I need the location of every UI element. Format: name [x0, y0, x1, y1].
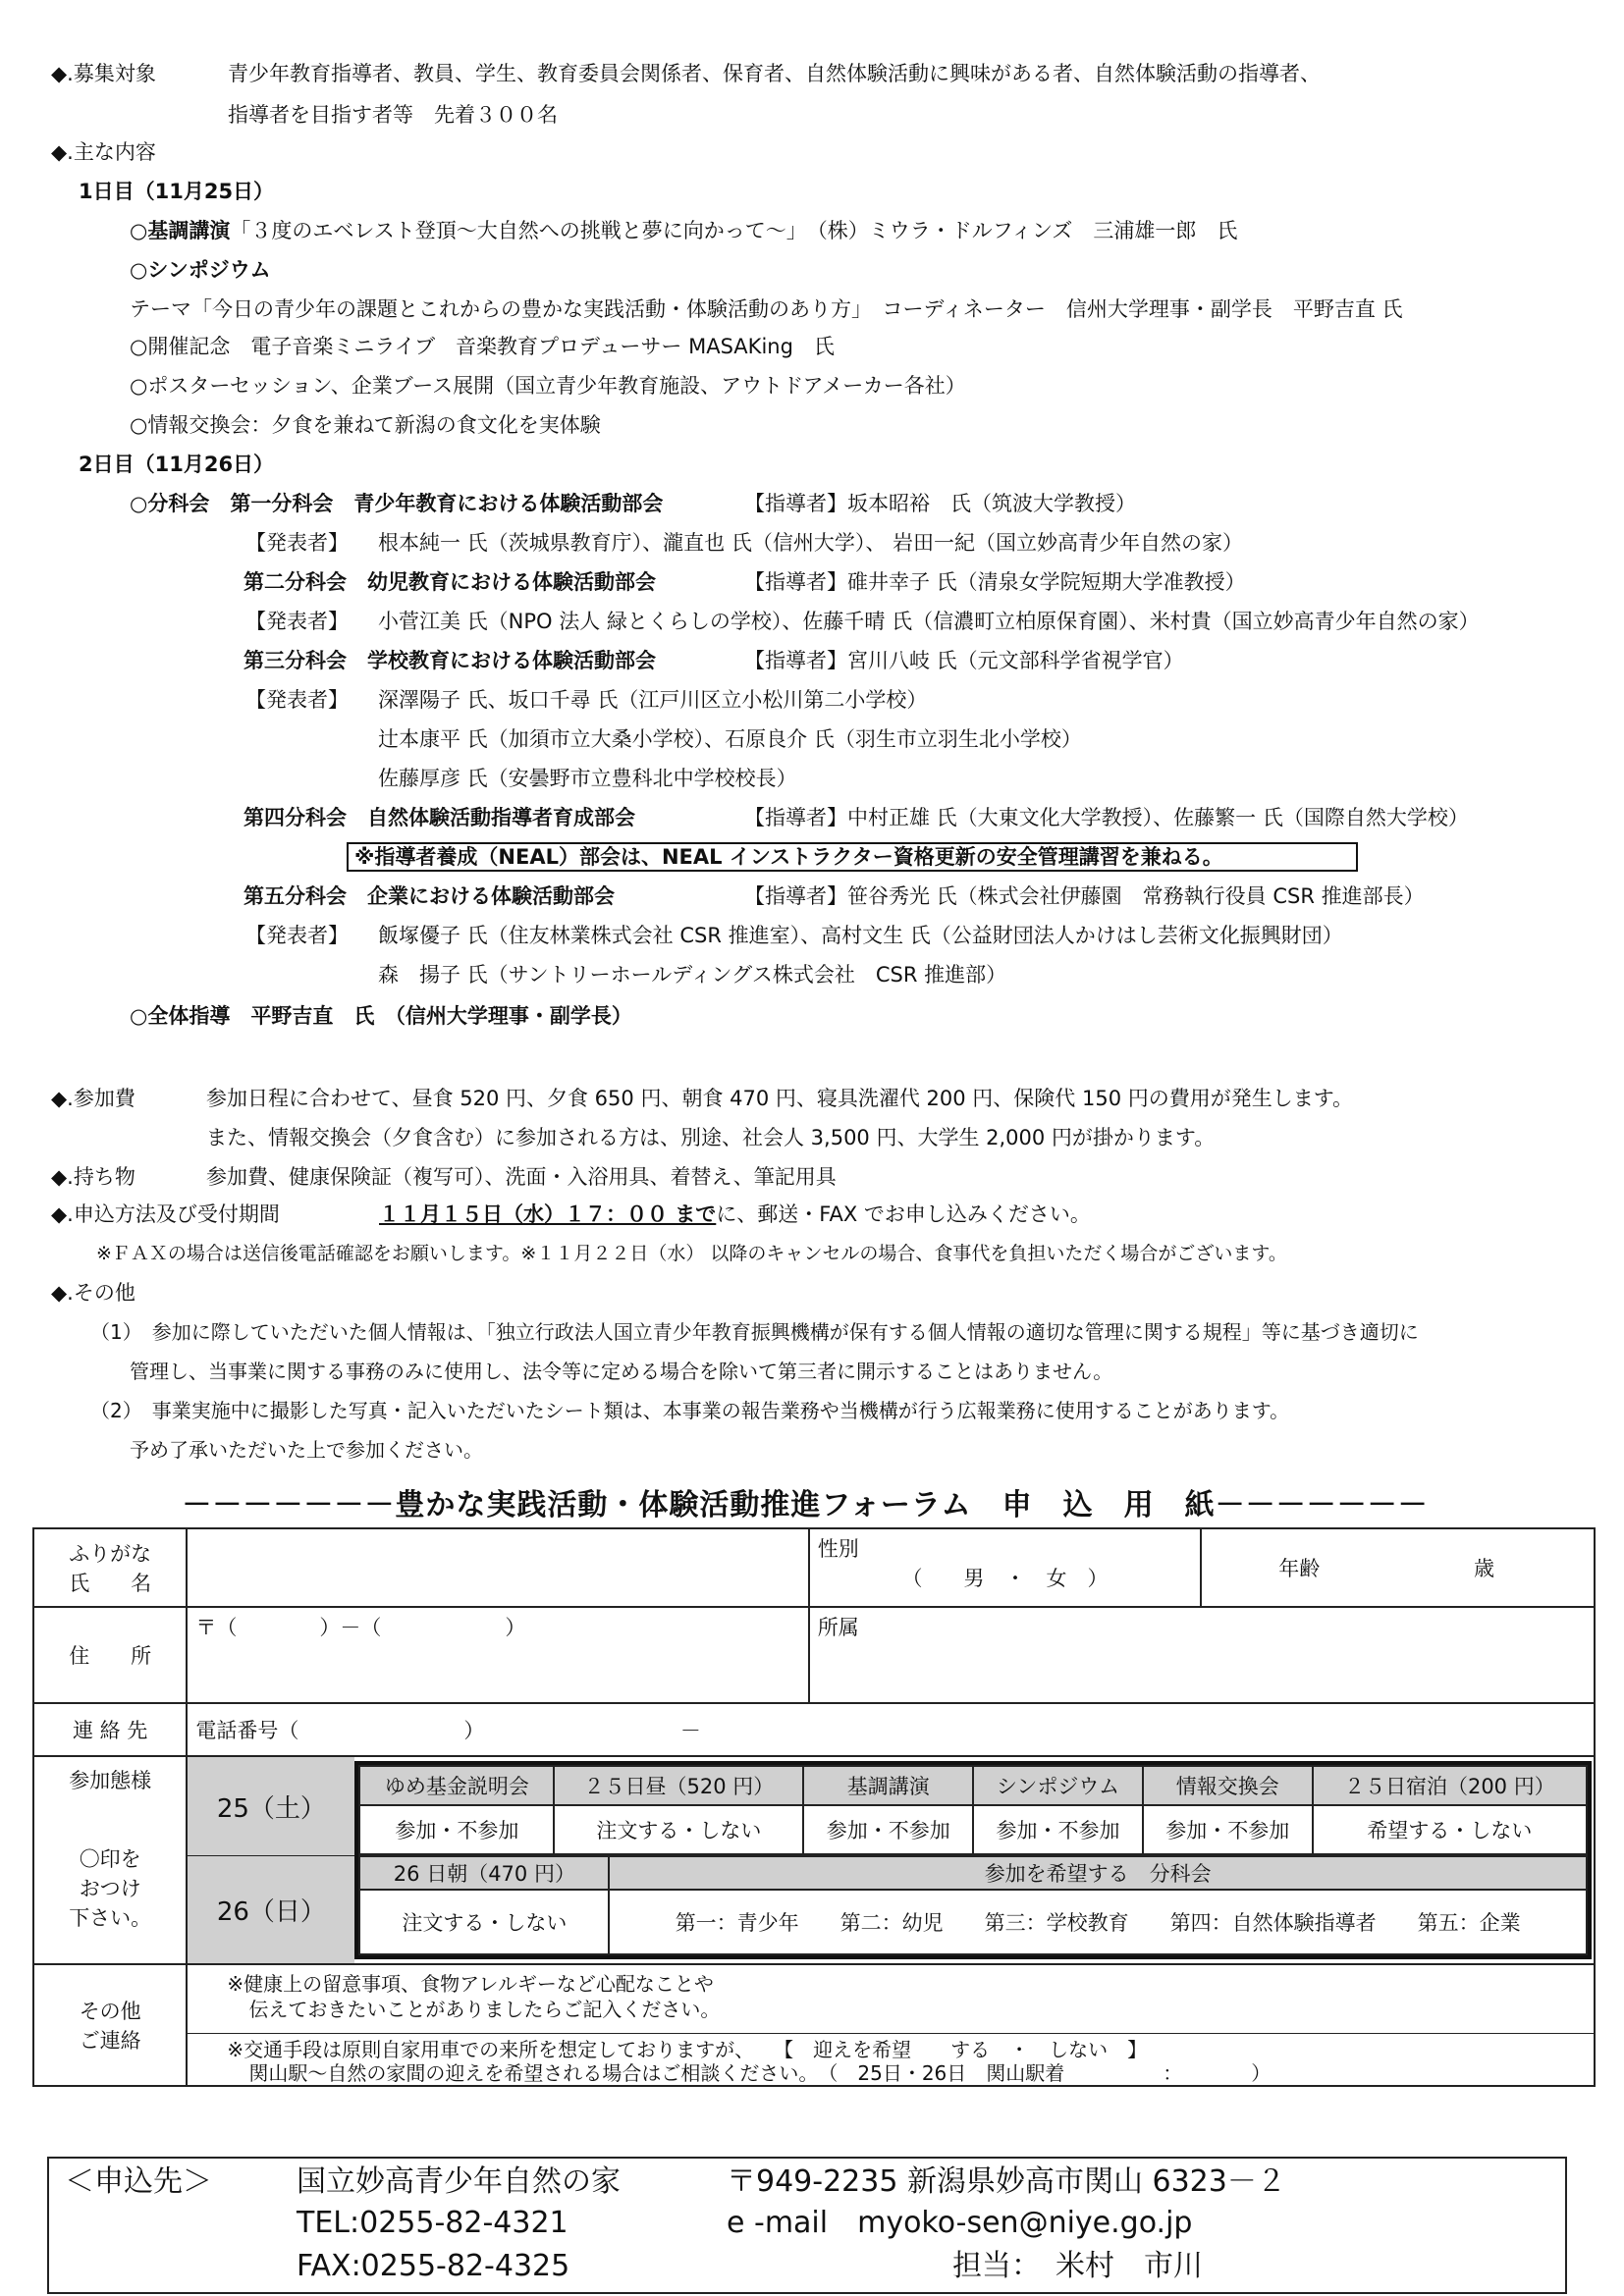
contact-label: 連 絡 先	[33, 1703, 187, 1756]
d25-header-yume: ゆめ基金説明会	[359, 1766, 554, 1805]
contact-org: 国立妙高青少年自然の家	[297, 2164, 621, 2199]
name-field[interactable]	[187, 1528, 808, 1607]
d26-header-session: 参加を希望する 分科会	[609, 1856, 1587, 1890]
age-label: 年齢	[1278, 1557, 1321, 1580]
symposium-heading: ○シンポジウム	[130, 258, 271, 282]
attendance-label: 参加態様	[69, 1769, 152, 1792]
contact-tel: TEL:0255-82-4321	[297, 2206, 568, 2240]
other-contact-field[interactable]	[187, 1964, 1595, 2086]
session1-presenter-label: 【発表者】	[245, 531, 349, 555]
info-exchange: ○情報交換会：夕食を兼ねて新潟の食文化を実体験	[130, 413, 601, 437]
session4-heading: 第四分科会 自然体験活動指導者育成部会	[244, 806, 635, 829]
d25-stay-choice[interactable]: 希望する・しない	[1313, 1805, 1587, 1854]
d25-header-exchange: 情報交換会	[1143, 1766, 1313, 1805]
day26-label: 26（日）	[188, 1856, 354, 1963]
contact-staff: 担当： 米村 市川	[952, 2249, 1203, 2283]
session4-leader: 【指導者】中村正雄 氏（大東文化大学教授）、佐藤繁一 氏（国際自然大学校）	[744, 806, 1469, 829]
attendance-label-cell	[33, 1756, 187, 1964]
attendance-grid-cell	[187, 1756, 1595, 1964]
phone-number-field[interactable]: 電話番号（ ） －	[195, 1719, 701, 1742]
fee-text-2: また、情報交換会（夕食含む）に参加される方は、別途、社会人 3,500 円、大学生 2,000 円が掛かります。	[206, 1126, 1216, 1149]
session2-presenters: 小菅江美 氏（NPO 法人 緑とくらしの学校）、佐藤千晴 氏（信濃町立柏原保育園）、米村貴（国立妙高青少年自然の家）	[378, 610, 1480, 633]
session2-heading: 第二分科会 幼児教育における体験活動部会	[244, 570, 656, 594]
other-p1-line1: （1） 参加に際していただいた個人情報は、「独立行政法人国立青少年教育振興機構が保有する個人情報の適切な管理に関する規程」等に基づき適切に	[90, 1320, 1419, 1344]
other-contact-label-1: その他	[79, 2000, 141, 2023]
address-field[interactable]	[187, 1607, 808, 1703]
d25-symposium-choice[interactable]: 参加・不参加	[973, 1805, 1143, 1854]
contact-email[interactable]: e -mail myoko-sen@niye.go.jp	[727, 2206, 1193, 2240]
keynote-line	[130, 216, 1237, 245]
neal-note-box: ※指導者養成（NEAL）部会は、NEAL インストラクター資格更新の安全管理講習を兼ねる。	[347, 842, 1358, 872]
session3-presenters-2: 辻本康平 氏（加須市立大桑小学校）、石原良介 氏（羽生市立羽生北小学校）	[378, 727, 1082, 751]
apply-line	[379, 1200, 1091, 1229]
transport-note-2[interactable]: 関山駅～自然の家間の迎えを希望される場合はご相談ください。 （ 25日・26日 関山駅着 ： ）	[248, 2061, 1272, 2085]
d26-header-breakfast: 26 日朝（470 円）	[359, 1856, 609, 1890]
session3-presenter-label: 【発表者】	[245, 688, 349, 712]
age-unit: 歳	[1473, 1557, 1494, 1580]
contact-box	[47, 2157, 1567, 2294]
apply-note: ※ＦＡＸの場合は送信後電話確認をお願いします。※１１月２２日（水） 以降のキャンセルの場合、食事代を負担いただく場合がございます。	[96, 1243, 1287, 1264]
belongings-label: ◆.持ち物	[51, 1165, 135, 1189]
session3-presenters-3: 佐藤厚彦 氏（安曇野市立豊科北中学校校長）	[378, 767, 797, 790]
recruit-text-2: 指導者を目指す者等 先着３００名	[228, 103, 558, 127]
attendance-note-1: 〇印を	[79, 1847, 141, 1871]
session3-heading: 第三分科会 学校教育における体験活動部会	[244, 649, 656, 672]
apply-label: ◆.申込方法及び受付期間	[51, 1202, 280, 1226]
sex-field[interactable]	[809, 1528, 1202, 1607]
age-field[interactable]	[1201, 1528, 1595, 1607]
affiliation-field[interactable]	[809, 1607, 1595, 1703]
other-p2-line2: 予め了承いただいた上で参加ください。	[130, 1438, 483, 1462]
attendance-note-3: 下さい。	[69, 1906, 152, 1930]
recruit-label: ◆.募集対象	[51, 62, 156, 85]
session1-leader: 【指導者】坂本昭裕 氏（筑波大学教授）	[744, 492, 1136, 515]
form-title: －－－－－－－豊かな実践活動・体験活動推進フォーラム 申 込 用 紙－－－－－－－	[182, 1488, 1429, 1522]
other-contact-label-cell	[33, 1964, 187, 2086]
session5-presenter-label: 【発表者】	[245, 924, 349, 947]
contact-fax: FAX:0255-82-4325	[297, 2249, 570, 2283]
d26-breakfast-choice[interactable]: 注文する・しない	[359, 1890, 609, 1954]
overall-guidance: ○全体指導 平野吉直 氏 （信州大学理事・副学長）	[130, 1004, 632, 1028]
sex-options[interactable]: （ 男 ・ 女 ）	[901, 1567, 1109, 1590]
health-note-1: ※健康上の留意事項、食物アレルギーなど心配なことや	[227, 1972, 714, 1996]
day25-label: 25（土）	[188, 1757, 354, 1856]
d25-exchange-choice[interactable]: 参加・不参加	[1143, 1805, 1313, 1854]
apply-method: に、郵送・FAX でお申し込みください。	[716, 1202, 1091, 1226]
session5-heading: 第五分科会 企業における体験活動部会	[244, 884, 615, 908]
d26-session-choice[interactable]: 第一：青少年 第二：幼児 第三：学校教育 第四：自然体験指導者 第五：企業	[609, 1890, 1587, 1954]
keynote-detail: 「３度のエベレスト登頂～大自然への挑戦と夢に向かって～」 （株）ミウラ・ドルフィンズ 三浦雄一郎 氏	[230, 219, 1238, 242]
session5-presenters-2: 森 揚子 氏（サントリーホールディングス株式会社 CSR 推進部）	[378, 963, 1007, 987]
day2-heading: 2日目（11月26日）	[79, 453, 275, 476]
day26-options-table	[358, 1855, 1588, 1955]
session3-presenters-1: 深澤陽子 氏、坂口千尋 氏（江戸川区立小松川第二小学校）	[378, 688, 928, 712]
d25-keynote-choice[interactable]: 参加・不参加	[803, 1805, 973, 1854]
furigana-label: ふりがな	[69, 1542, 152, 1566]
session5-presenters-1: 飯塚優子 氏（住友林業株式会社 CSR 推進室）、高村文生 氏（公益財団法人かけはし芸術文化振興財団）	[378, 924, 1343, 947]
recruit-text-1: 青少年教育指導者、教員、学生、教育委員会関係者、保育者、自然体験活動に興味がある者、自然体験活動の指導者、	[228, 62, 1321, 85]
symposium-theme: テーマ「今日の青少年の課題とこれからの豊かな実践活動・体験活動のあり方」 コーディネーター 信州大学理事・副学長 平野吉直 氏	[130, 297, 1403, 321]
transport-note-1[interactable]: ※交通手段は原則自家用車での来所を想定しておりますが、 【 迎えを希望 する ・ しない 】	[227, 2038, 1148, 2061]
contact-label: ＜申込先＞	[65, 2164, 212, 2199]
keynote-heading: ○基調講演	[130, 219, 231, 242]
d25-header-keynote: 基調講演	[803, 1766, 973, 1805]
apply-deadline: １１月１５日（水）１７：００ まで	[379, 1202, 717, 1226]
application-form	[32, 1527, 1596, 2087]
poster-session: ○ポスターセッション、企業ブース展開（国立青少年教育施設、アウトドアメーカー各社）	[130, 374, 966, 398]
fee-label: ◆.参加費	[51, 1087, 135, 1110]
phone-field[interactable]	[187, 1703, 1595, 1756]
name-label: 氏 名	[69, 1572, 152, 1595]
fee-text-1: 参加日程に合わせて、昼食 520 円、夕食 650 円、朝食 470 円、寝具洗濯代 200 円、保険代 150 円の費用が発生します。	[206, 1087, 1354, 1110]
d25-yume-choice[interactable]: 参加・不参加	[359, 1805, 554, 1854]
content-label: ◆.主な内容	[51, 140, 156, 164]
mini-live: ○開催記念 電子音楽ミニライブ 音楽教育プロデューサー MASAKing 氏	[130, 335, 835, 358]
attendance-note-2: おつけ	[79, 1877, 141, 1900]
address-label: 住 所	[33, 1607, 187, 1703]
d25-header-stay: ２５日宿泊（200 円）	[1313, 1766, 1587, 1805]
contact-address: 〒949-2235 新潟県妙高市関山 6323－２	[727, 2164, 1286, 2199]
other-p2-line1: （2） 事業実施中に撮影した写真・記入いただいたシート類は、本事業の報告業務や当機構が行う広報業務に使用することがあります。	[90, 1399, 1290, 1422]
day1-heading: 1日目（11月25日）	[79, 180, 275, 203]
day25-options-table	[358, 1765, 1588, 1855]
session1-presenters: 根本純一 氏（茨城県教育庁）、瀧直也 氏（信州大学）、 岩田一紀（国立妙高青少年自然の家）	[378, 531, 1244, 555]
session1-heading: ○分科会 第一分科会 青少年教育における体験活動部会	[130, 492, 664, 515]
session2-leader: 【指導者】碓井幸子 氏（清泉女学院短期大学准教授）	[744, 570, 1246, 594]
health-note-2: 伝えておきたいことがありましたらご記入ください。	[248, 1998, 721, 2021]
d25-lunch-choice[interactable]: 注文する・しない	[554, 1805, 803, 1854]
name-label-cell	[33, 1528, 187, 1607]
session2-presenter-label: 【発表者】	[245, 610, 349, 633]
other-contact-label-2: ご連絡	[79, 2029, 141, 2053]
sex-label: 性別	[817, 1537, 859, 1561]
affiliation-label: 所属	[817, 1616, 859, 1639]
other-label: ◆.その他	[51, 1281, 135, 1305]
postal-code-field[interactable]: 〒（ ）－（ ）	[195, 1616, 526, 1639]
session3-leader: 【指導者】宮川八岐 氏（元文部科学省視学官）	[744, 649, 1184, 672]
other-p1-line2: 管理し、当事業に関する事務のみに使用し、法令等に定める場合を除いて第三者に開示することはありません。	[130, 1360, 1113, 1383]
session5-leader: 【指導者】笹谷秀光 氏（株式会社伊藤園 常務執行役員 CSR 推進部長）	[744, 884, 1425, 908]
belongings-text: 参加費、健康保険証（複写可）、洗面・入浴用具、着替え、筆記用具	[206, 1165, 837, 1189]
d25-header-lunch: ２５日昼（520 円）	[554, 1766, 803, 1805]
d25-header-symposium: シンポジウム	[973, 1766, 1143, 1805]
